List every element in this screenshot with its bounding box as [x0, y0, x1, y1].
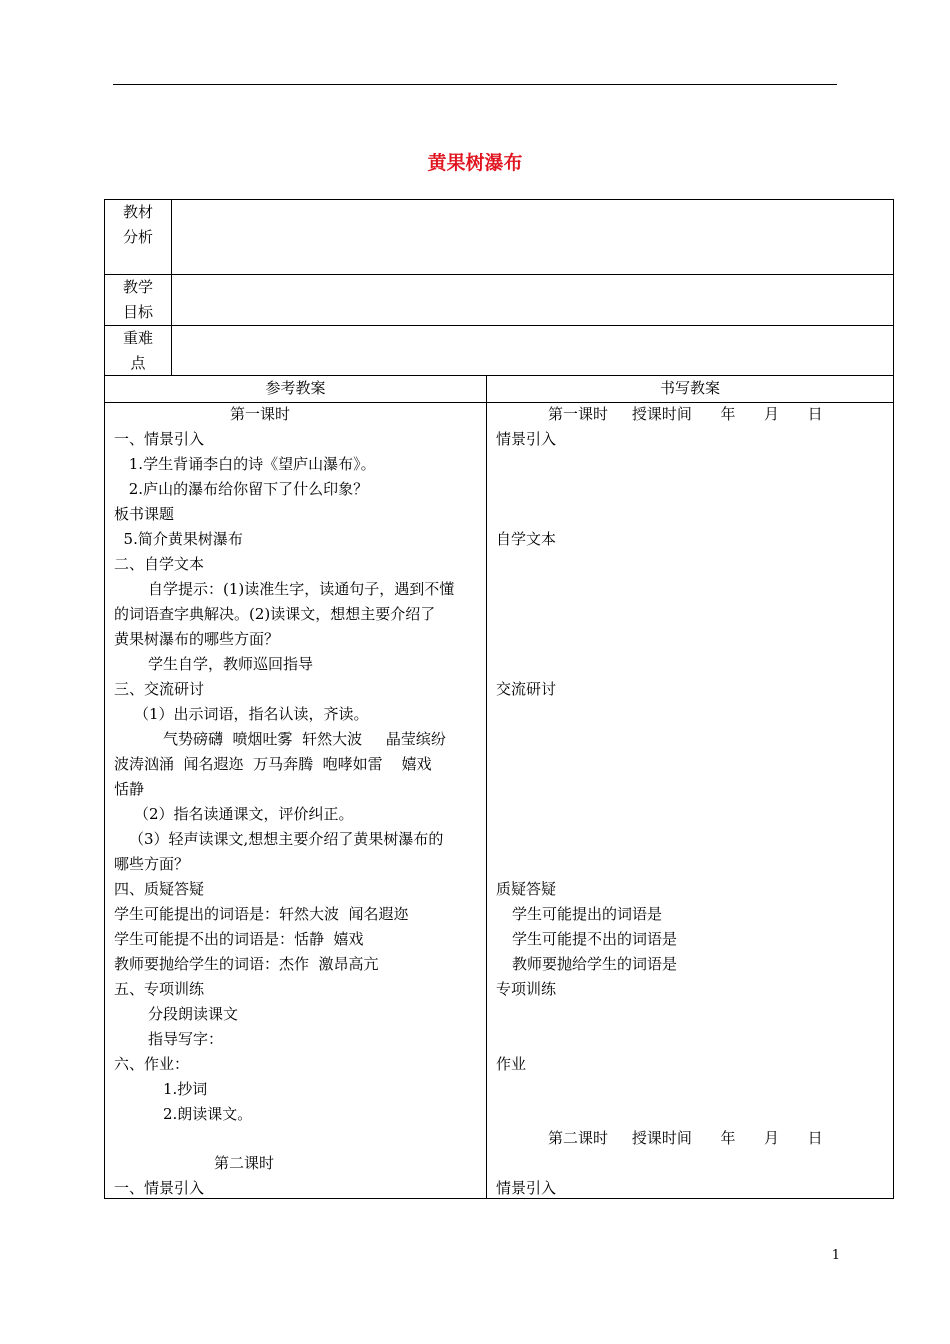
section-heading: 情景引入	[496, 1179, 557, 1197]
content-line: 教师要抛给学生的词语是	[512, 955, 678, 973]
content-line: 学生自学，教师巡回指导	[148, 655, 314, 673]
content-line: 学生可能提出的词语是	[512, 905, 663, 923]
page-number: 1	[831, 1248, 840, 1263]
content-line: 气势磅礴 喷烟吐雾 轩然大波 晶莹缤纷	[163, 730, 446, 748]
section-heading: 专项训练	[496, 980, 557, 998]
content-line: 5.简介黄果树瀑布	[114, 530, 243, 548]
content-line: 分段朗读课文	[148, 1005, 239, 1023]
content-line: 教师要抛给学生的词语：杰作 激昂高亢	[114, 955, 379, 973]
lesson-heading: 第二课时	[214, 1154, 275, 1172]
section-heading: 三、交流研讨	[114, 680, 205, 698]
content-line: 哪些方面？	[114, 855, 190, 873]
content-line: 学生可能提不出的词语是：恬静 嬉戏	[114, 930, 364, 948]
header-rule	[113, 84, 837, 85]
section-heading: 一、情景引入	[114, 1179, 205, 1197]
center-column-divider	[486, 375, 487, 1199]
content-line: （3）轻声读课文,想想主要介绍了黄果树瀑布的	[129, 830, 444, 848]
content-line: 2.朗读课文。	[163, 1105, 253, 1123]
content-line: 恬静	[114, 780, 145, 798]
lesson-schedule-line: 第二课时 授课时间 年 月 日	[548, 1129, 823, 1147]
content-line: 自学提示：(1)读准生字，读通句子，遇到不懂	[148, 580, 455, 598]
section-heading: 情景引入	[496, 430, 557, 448]
column-header-reference-plan: 参考教案	[265, 379, 326, 397]
content-line: 1.抄词	[163, 1080, 208, 1098]
section-heading: 作业	[496, 1055, 527, 1073]
info-label-key-difficulties: 重难 点	[122, 329, 153, 372]
label-column-divider	[171, 199, 172, 375]
lesson-schedule-line: 第一课时 授课时间 年 月 日	[548, 405, 823, 423]
section-heading: 质疑答疑	[496, 880, 557, 898]
content-line: （1）出示词语，指名认读，齐读。	[134, 705, 369, 723]
content-line: （2）指名读通课文，评价纠正。	[134, 805, 354, 823]
row-divider	[104, 325, 894, 326]
content-line: 2.庐山的瀑布给你留下了什么印象？	[124, 480, 369, 498]
section-heading: 四、质疑答疑	[114, 880, 205, 898]
section-heading: 二、自学文本	[114, 555, 205, 573]
content-line: 学生可能提出的词语是：轩然大波 闻名遐迩	[114, 905, 409, 923]
info-label-textbook-analysis: 教材 分析	[122, 203, 153, 246]
section-heading: 一、情景引入	[114, 430, 205, 448]
content-line: 学生可能提不出的词语是	[512, 930, 678, 948]
document-title: 黄果树瀑布	[427, 152, 523, 174]
column-header-writing-plan: 书写教案	[659, 379, 720, 397]
section-heading: 五、专项训练	[114, 980, 205, 998]
content-line: 的词语查字典解决。(2)读课文，想想主要介绍了	[114, 605, 436, 623]
row-divider	[104, 274, 894, 275]
lesson-heading: 第一课时	[230, 405, 291, 423]
content-line: 波涛汹涌 闻名遐迩 万马奔腾 咆哮如雷 嬉戏	[114, 755, 432, 773]
content-line: 1.学生背诵李白的诗《望庐山瀑布》。	[124, 455, 376, 473]
section-heading: 交流研讨	[496, 680, 557, 698]
content-line: 黄果树瀑布的哪些方面？	[114, 630, 280, 648]
section-heading: 自学文本	[496, 530, 557, 548]
content-line: 指导写字：	[148, 1030, 224, 1048]
section-heading: 六、作业：	[114, 1055, 190, 1073]
content-line: 板书课题	[114, 505, 175, 523]
info-label-teaching-goals: 教学 目标	[122, 278, 153, 321]
